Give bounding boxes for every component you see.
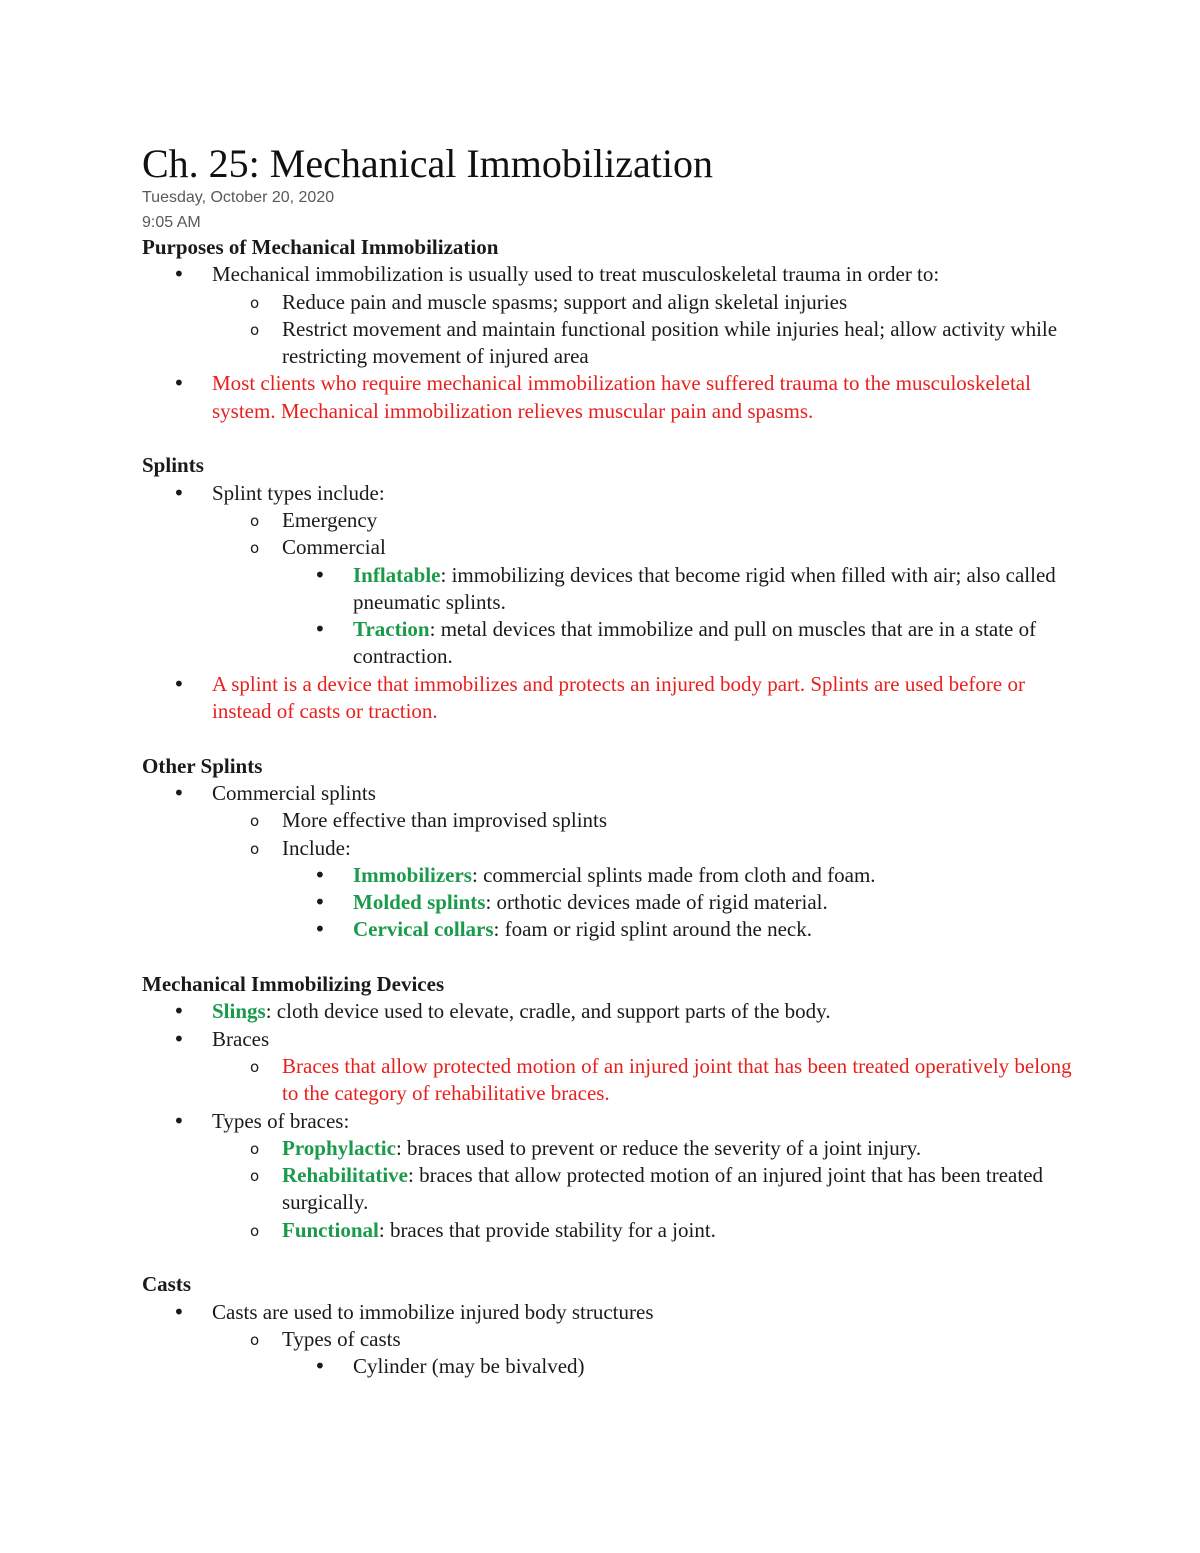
list-item-highlight	[142, 1053, 1072, 1108]
circle-bullet-icon: o	[250, 1330, 260, 1349]
list-item-text: Braces that allow protected motion of an injured joint that has been treated operatively belong to the category of rehabilitative braces.	[282, 1053, 1072, 1106]
term-definition: : cloth device used to elevate, cradle, and support parts of the body.	[265, 999, 831, 1024]
term-cervical-collars: Cervical collars	[353, 917, 494, 942]
list-item-text: Most clients who require mechanical immobilization have suffered trauma to the musculoskeletal system. Mechanical immobilization relieves muscular pain and spasms.	[212, 371, 1031, 423]
term-inflatable: Inflatable	[353, 562, 441, 587]
bullet-icon: •	[173, 1026, 185, 1051]
list-item	[142, 480, 1072, 507]
circle-bullet-icon: o	[250, 1139, 260, 1158]
bullet-icon: •	[173, 1299, 185, 1324]
bullet-icon: •	[173, 671, 185, 696]
bullet-icon: •	[173, 262, 185, 287]
list-item	[142, 1108, 1072, 1135]
term-rehabilitative: Rehabilitative	[282, 1163, 408, 1188]
list-item	[142, 862, 1072, 889]
bullet-icon: •	[173, 780, 185, 805]
term-definition: : orthotic devices made of rigid material.	[485, 890, 828, 915]
term-functional: Functional	[282, 1217, 379, 1242]
bullet-icon: •	[314, 862, 326, 887]
term-definition: : braces that allow protected motion of an injured joint that has been treated surgically.	[282, 1163, 1044, 1215]
list-item-highlight	[142, 370, 1072, 425]
list-item	[142, 889, 1072, 916]
list-item-text: Splint types include:	[212, 480, 385, 505]
list-item	[142, 562, 1072, 617]
list-item-text: A splint is a device that immobilizes and protects an injured body part. Splints are used before or instead of casts or traction.	[212, 671, 1025, 724]
term-definition: : immobilizing devices that become rigid when filled with air; also called pneumatic splints.	[353, 562, 1056, 614]
list-item-text: Types of braces:	[212, 1108, 350, 1133]
circle-bullet-icon: o	[250, 839, 260, 858]
note-time: 9:05 AM	[142, 214, 201, 231]
term-prophylactic: Prophylactic	[282, 1135, 396, 1160]
list-item-text: Casts are used to immobilize injured body structures	[212, 1299, 654, 1324]
list-item-text: Commercial splints	[212, 780, 376, 805]
section-heading-casts: Casts	[142, 1272, 192, 1297]
list-item	[142, 780, 1072, 807]
list-item	[142, 1162, 1072, 1217]
list-item	[142, 316, 1072, 371]
bullet-icon: •	[314, 617, 326, 642]
list-item	[142, 1353, 1072, 1380]
list-item	[142, 507, 1072, 534]
list-item-text: Emergency	[282, 507, 378, 532]
section-heading-splints: Splints	[142, 453, 204, 478]
term-definition: : metal devices that immobilize and pull on muscles that are in a state of contraction.	[353, 617, 1037, 669]
circle-bullet-icon: o	[250, 1167, 260, 1186]
list-item-text: Restrict movement and maintain functional position while injuries heal; allow activity while restricting movement of injured area	[282, 316, 1058, 369]
bullet-icon: •	[314, 890, 326, 915]
list-item-text: Mechanical immobilization is usually used to treat musculoskeletal trauma in order to:	[212, 262, 940, 287]
bullet-icon: •	[314, 917, 326, 942]
bullet-icon: •	[173, 999, 185, 1024]
term-definition: : braces that provide stability for a joint.	[378, 1217, 716, 1242]
note-body	[142, 234, 1072, 1380]
circle-bullet-icon: o	[250, 1057, 260, 1076]
list-item-text: Cylinder (may be bivalved)	[353, 1354, 585, 1379]
circle-bullet-icon: o	[250, 812, 260, 831]
list-item	[142, 261, 1072, 288]
bullet-icon: •	[173, 371, 185, 396]
bullet-icon: •	[173, 1108, 185, 1133]
section-heading-other-splints: Other Splints	[142, 753, 263, 778]
note-date: Tuesday, October 20, 2020	[142, 189, 335, 206]
circle-bullet-icon: o	[250, 320, 260, 339]
term-definition: : foam or rigid splint around the neck.	[493, 917, 812, 942]
list-item	[142, 1026, 1072, 1053]
list-item	[142, 807, 1072, 834]
list-item-text: More effective than improvised splints	[282, 808, 608, 833]
list-item	[142, 534, 1072, 561]
term-slings: Slings	[212, 999, 266, 1024]
list-item	[142, 916, 1072, 943]
list-item	[142, 616, 1072, 671]
list-item	[142, 1135, 1072, 1162]
list-item	[142, 289, 1072, 316]
section-heading-purposes: Purposes of Mechanical Immobilization	[142, 235, 499, 259]
list-item	[142, 998, 1072, 1025]
section-heading-devices: Mechanical Immobilizing Devices	[142, 972, 445, 997]
term-traction: Traction	[353, 617, 430, 642]
circle-bullet-icon: o	[250, 539, 260, 558]
circle-bullet-icon: o	[250, 293, 260, 312]
circle-bullet-icon: o	[250, 511, 260, 530]
term-molded-splints: Molded splints	[353, 890, 486, 915]
bullet-icon: •	[173, 480, 185, 505]
list-item-highlight	[142, 671, 1072, 726]
page-title: Ch. 25: Mechanical Immobilization	[142, 141, 713, 186]
list-item-text: Reduce pain and muscle spasms; support and align skeletal injuries	[282, 289, 848, 314]
term-definition: : commercial splints made from cloth and foam.	[471, 862, 876, 887]
list-item-text: Types of casts	[282, 1326, 401, 1351]
list-item	[142, 1299, 1072, 1326]
bullet-icon: •	[314, 1354, 326, 1379]
list-item	[142, 1217, 1072, 1244]
list-item	[142, 1326, 1072, 1353]
term-definition: : braces used to prevent or reduce the severity of a joint injury.	[395, 1135, 922, 1160]
list-item-text: Braces	[212, 1026, 270, 1051]
list-item-text: Commercial	[282, 535, 386, 560]
list-item-text: Include:	[282, 835, 351, 860]
circle-bullet-icon: o	[250, 1221, 260, 1240]
bullet-icon: •	[314, 562, 326, 587]
term-immobilizers: Immobilizers	[353, 862, 472, 887]
list-item	[142, 835, 1072, 862]
